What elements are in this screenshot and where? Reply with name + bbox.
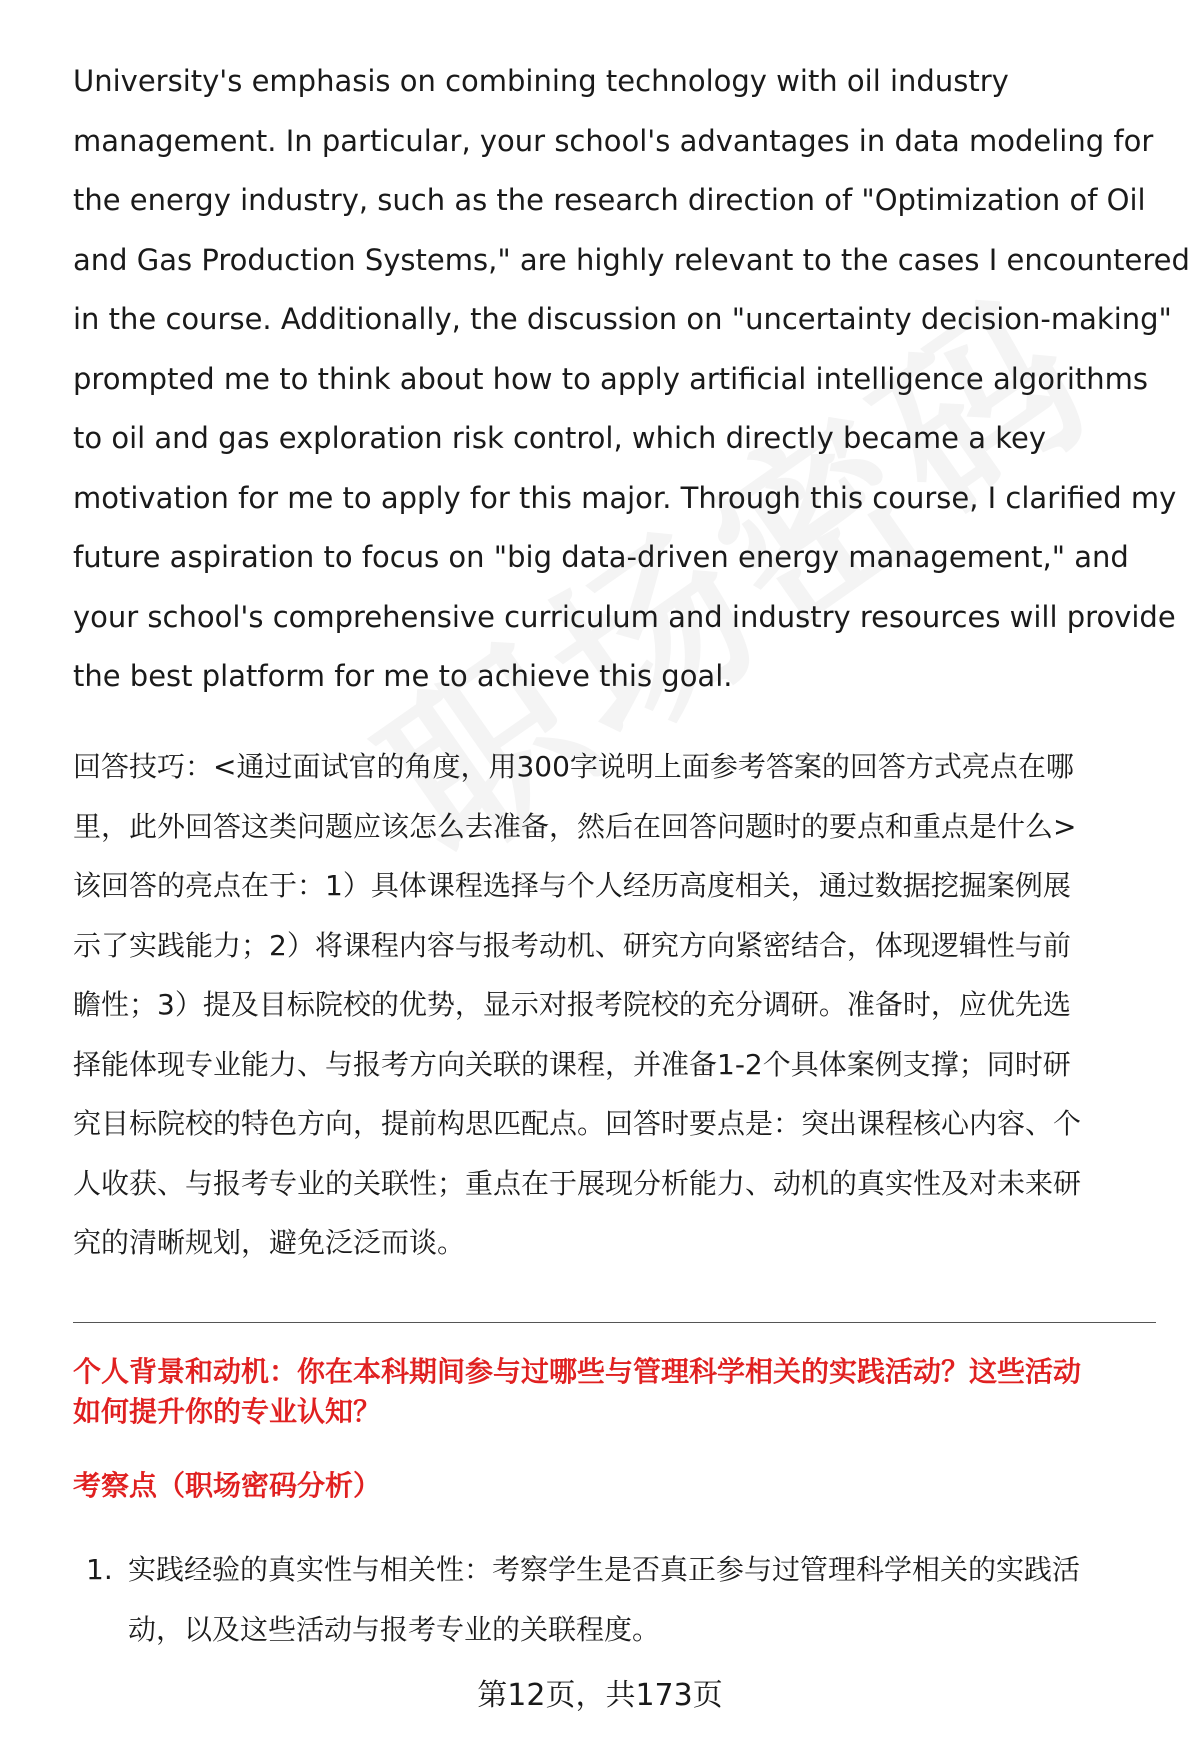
text-line: 示了实践能力；2）将课程内容与报考动机、研究方向紧密结合，体现逻辑性与前 — [73, 928, 1071, 962]
text-line: 究的清晰规划，避免泛泛而谈。 — [73, 1226, 466, 1259]
text-line: in the course. Additionally, the discussion on "uncertainty decision-making" — [73, 302, 1172, 336]
text-line: 里，此外回答这类问题应该怎么去准备，然后在回答问题时的要点和重点是什么> — [73, 809, 1077, 843]
text-line: University's emphasis on combining technology with oil industry — [73, 64, 1009, 98]
text-line: your school's comprehensive curriculum and industry resources will provide — [73, 599, 1176, 634]
text-line: 回答技巧：<通过面试官的角度，用300字说明上面参考答案的回答方式亮点在哪 — [73, 750, 1074, 783]
text-line: management. In particular, your school's advantages in data modeling for — [73, 123, 1154, 158]
page-number: 第12页，共173页 — [477, 1678, 723, 1713]
list-number: 1. — [86, 1553, 113, 1586]
tips-paragraph — [73, 737, 1163, 1273]
subheading: 考察点（职场密码分析） — [73, 1469, 382, 1502]
text-line: future aspiration to focus on "big data-driven energy management," and — [73, 540, 1129, 574]
answer-paragraph — [73, 52, 1190, 707]
text-line: 瞻性；3）提及目标院校的优势，显示对报考院校的充分调研。准备时，应优先选 — [73, 988, 1071, 1021]
text-line: and Gas Production Systems," are highly relevant to the cases I encountered — [73, 242, 1190, 277]
text-line: 人收获、与报考专业的关联性；重点在于展现分析能力、动机的真实性及对未来研 — [73, 1166, 1082, 1200]
question-heading — [73, 1352, 1163, 1432]
text-line: to oil and gas exploration risk control, which directly became a key — [73, 421, 1046, 455]
list-item — [73, 1540, 1163, 1659]
section-divider — [73, 1322, 1156, 1323]
text-line: prompted me to think about how to apply artificial intelligence algorithms — [73, 361, 1149, 396]
list-line: 实践经验的真实性与相关性：考察学生是否真正参与过管理科学相关的实践活 — [128, 1553, 1081, 1586]
text-line: 择能体现专业能力、与报考方向关联的课程，并准备1-2个具体案例支撑；同时研 — [73, 1047, 1071, 1081]
list-line: 动，以及这些活动与报考专业的关联程度。 — [128, 1612, 661, 1646]
ordered-list — [73, 1540, 1163, 1659]
question-line: 如何提升你的专业认知？ — [73, 1395, 382, 1428]
text-line: 究目标院校的特色方向，提前构思匹配点。回答时要点是：突出课程核心内容、个 — [73, 1107, 1082, 1140]
text-line: motivation for me to apply for this major. Through this course, I clarified my — [73, 480, 1177, 515]
text-line: 该回答的亮点在于：1）具体课程选择与个人经历高度相关，通过数据挖掘案例展 — [73, 869, 1071, 902]
text-line: the best platform for me to achieve this goal. — [73, 659, 733, 693]
text-line: the energy industry, such as the research direction of "Optimization of Oil — [73, 183, 1146, 217]
question-line: 个人背景和动机：你在本科期间参与过哪些与管理科学相关的实践活动？这些活动 — [73, 1355, 1082, 1388]
